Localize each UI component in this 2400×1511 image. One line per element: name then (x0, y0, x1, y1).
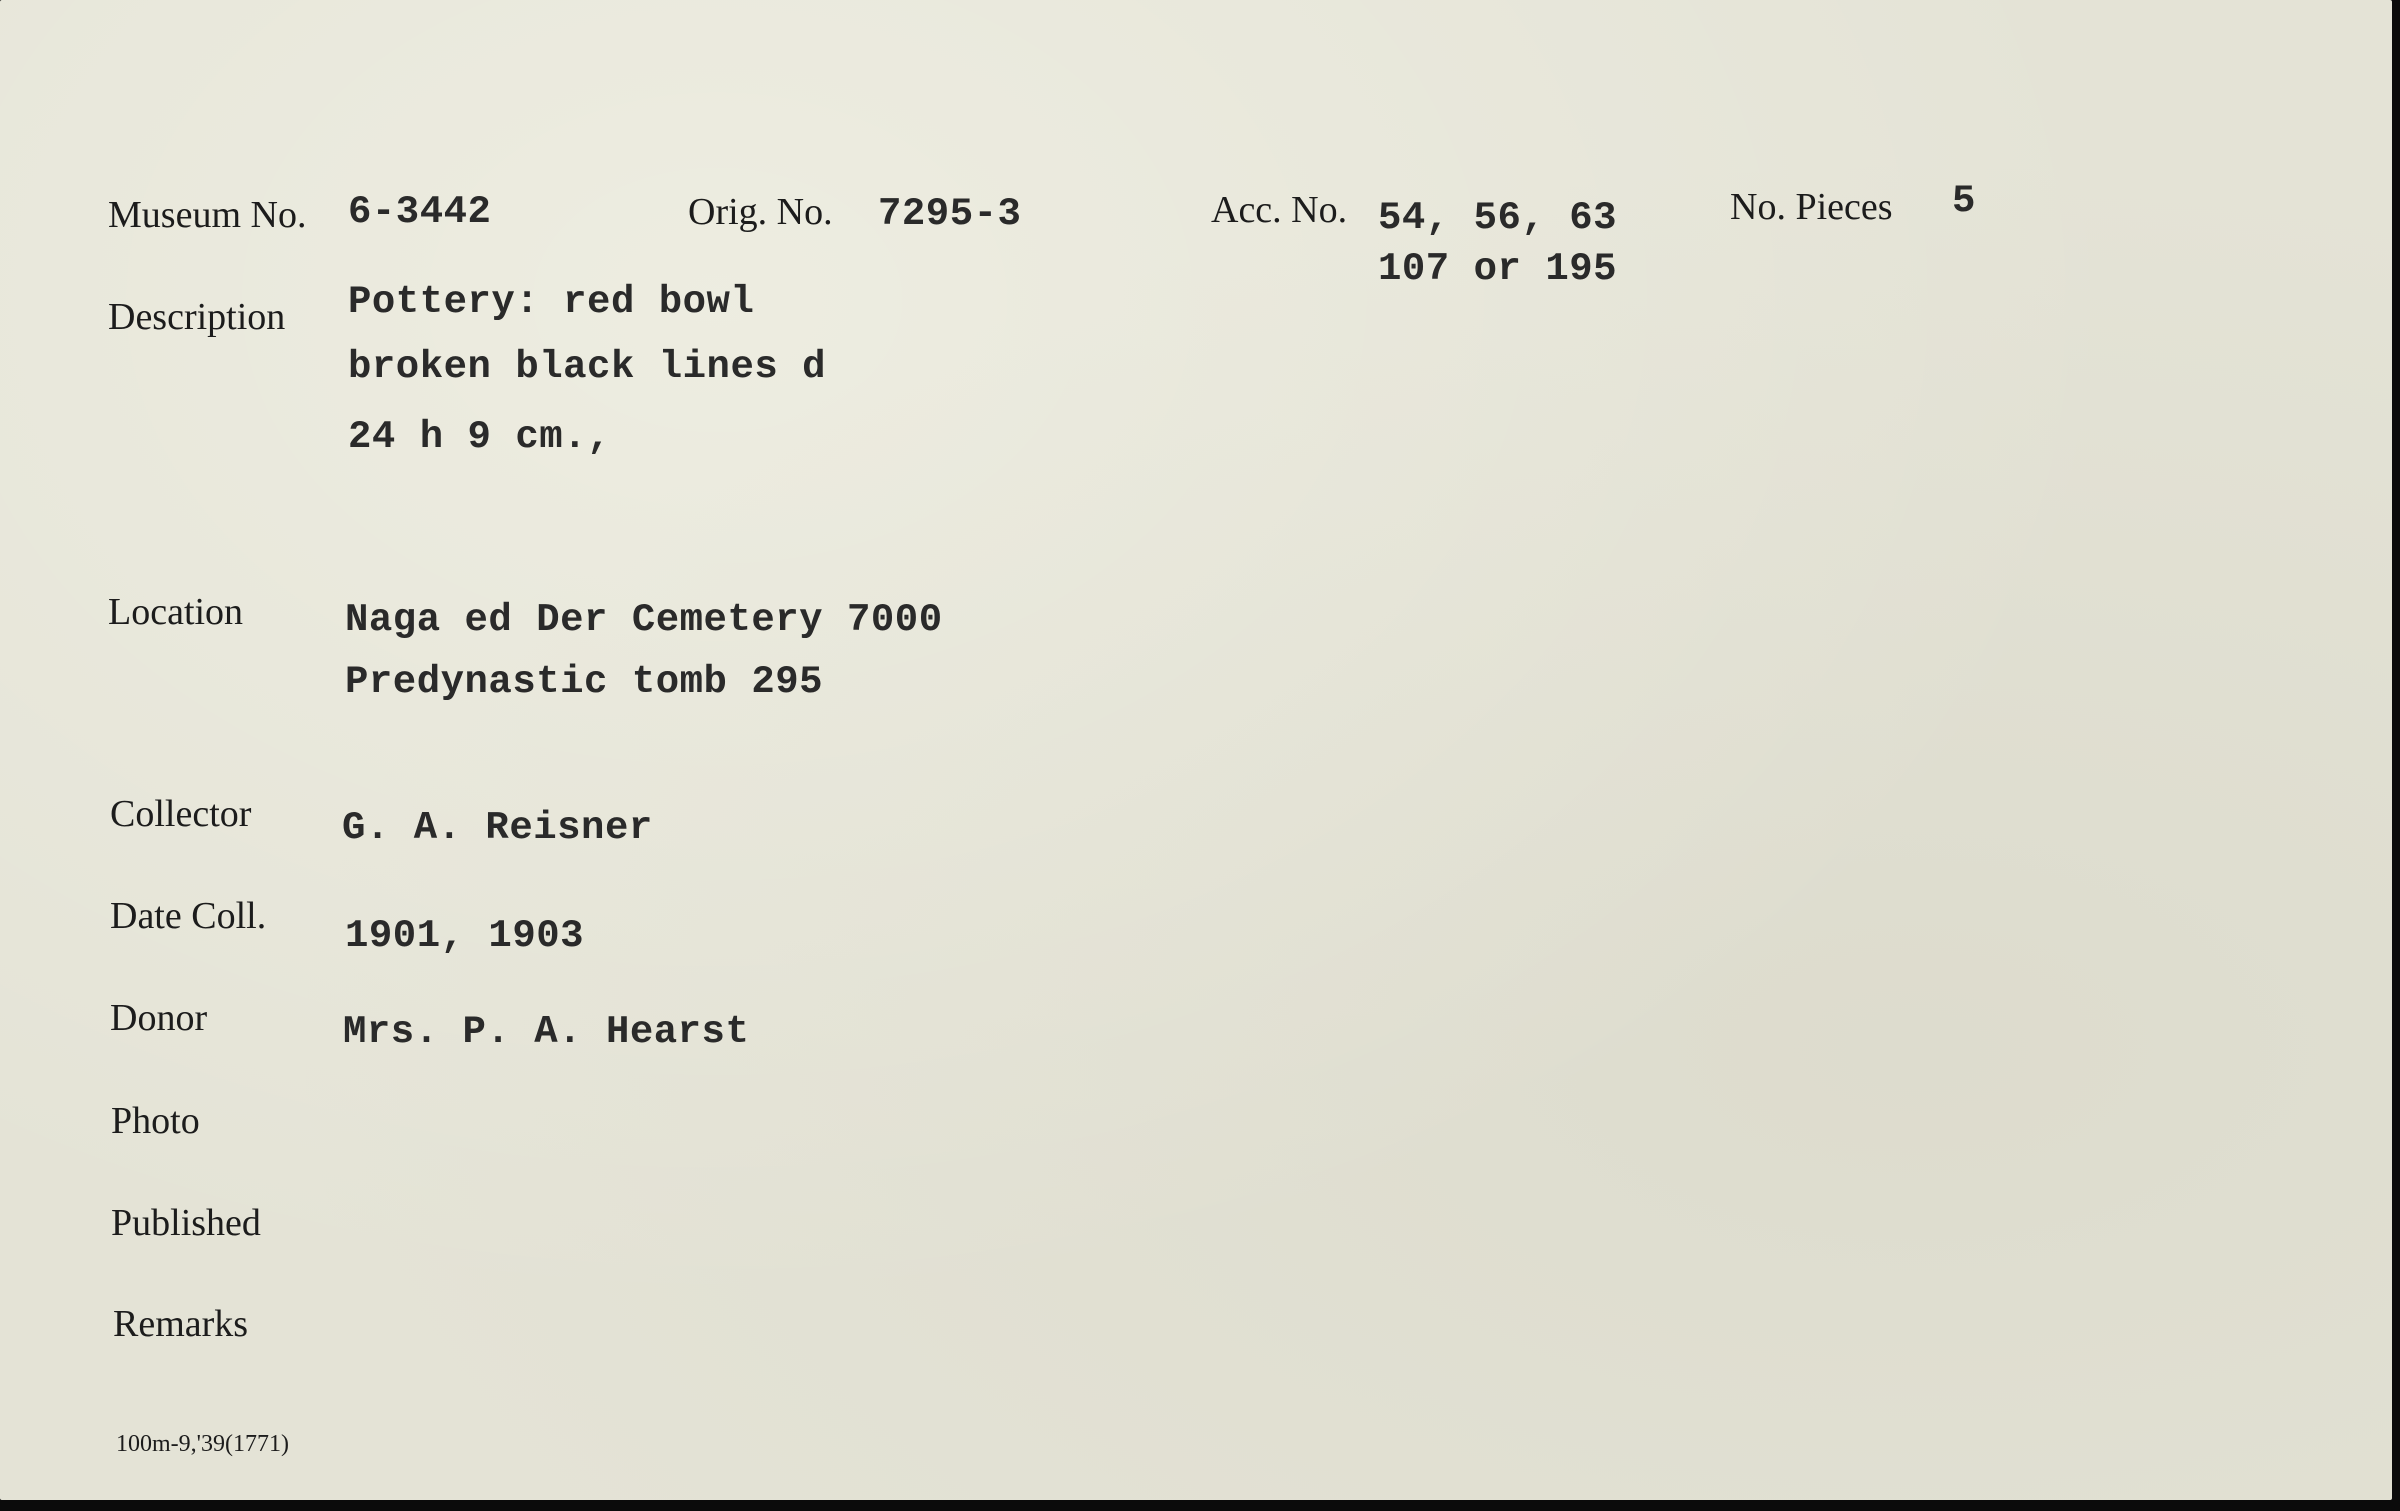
acc-no-value-line1: 54, 56, 63 (1378, 196, 1618, 240)
orig-no-label: Orig. No. (688, 191, 833, 233)
donor-value: Mrs. P. A. Hearst (343, 1010, 750, 1054)
museum-no-value: 6-3442 (348, 190, 492, 234)
photo-label: Photo (111, 1100, 200, 1142)
remarks-label: Remarks (113, 1303, 249, 1345)
date-coll-label: Date Coll. (110, 895, 267, 937)
no-pieces-value: 5 (1952, 179, 1976, 223)
description-line-1: Pottery: red bowl (348, 280, 755, 324)
donor-label: Donor (110, 997, 208, 1039)
description-line-3: 24 h 9 cm., (348, 415, 611, 459)
acc-no-value-line2: 107 or 195 (1378, 247, 1618, 291)
print-code: 100m-9,'39(1771) (116, 1431, 289, 1457)
location-label: Location (108, 591, 244, 633)
no-pieces-label: No. Pieces (1730, 186, 1893, 228)
published-label: Published (111, 1202, 261, 1244)
location-line-2: Predynastic tomb 295 (345, 660, 824, 704)
location-line-1: Naga ed Der Cemetery 7000 (345, 598, 943, 642)
description-label: Description (108, 296, 286, 338)
date-coll-value: 1901, 1903 (345, 914, 585, 958)
collector-value: G. A. Reisner (342, 806, 653, 850)
collector-label: Collector (110, 793, 252, 835)
acc-no-label: Acc. No. (1211, 189, 1348, 231)
museum-no-label: Museum No. (108, 194, 307, 236)
description-line-2: broken black lines d (348, 345, 827, 389)
orig-no-value: 7295-3 (878, 192, 1022, 236)
